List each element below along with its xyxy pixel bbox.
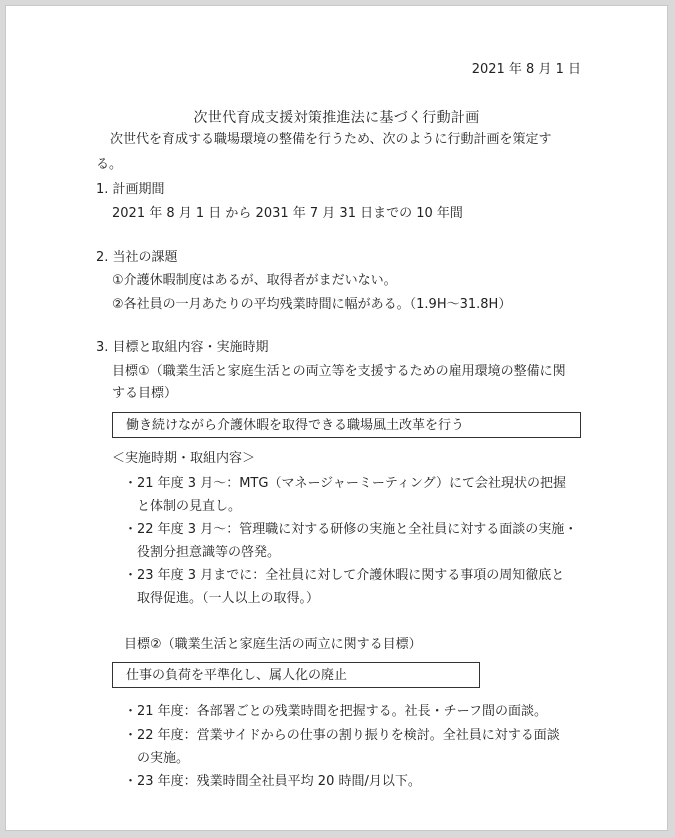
goal1-item: と体制の見直し。 — [137, 499, 242, 514]
section3-heading: 3. 目標と取組内容・実施時期 — [96, 340, 269, 355]
goal1-label: する目標） — [112, 386, 178, 401]
goal1-item: ・22 年度 3 月〜：管理職に対する研修の実施と全社員に対する面談の実施・ — [124, 522, 578, 537]
document-title: 次世代育成支援対策推進法に基づく行動計画 — [193, 110, 480, 126]
goal2-box: 仕事の負荷を平準化し、属人化の廃止 — [112, 662, 480, 688]
intro-line: る。 — [96, 157, 123, 172]
goal1-item: 取得促進。（一人以上の取得。） — [137, 591, 320, 606]
goal2-item: の実施。 — [137, 751, 190, 766]
goal2-item: ・22 年度：営業サイドからの仕事の割り振りを検討。全社員に対する面談 — [124, 728, 560, 743]
intro-line: 次世代を育成する職場環境の整備を行うため、次のように行動計画を策定す — [110, 132, 552, 147]
goal2-label: 目標②（職業生活と家庭生活の両立に関する目標） — [124, 637, 422, 652]
issue-item: ①介護休暇制度はあるが、取得者がまだいない。 — [112, 273, 397, 288]
goal2-item: ・23 年度：残業時間全社員平均 20 時間/月以下。 — [124, 774, 421, 789]
plan-period: 2021 年 8 月 1 日 から 2031 年 7 月 31 日までの 10 年間 — [112, 206, 463, 221]
document-date: 2021 年 8 月 1 日 — [471, 62, 581, 77]
goal1-box: 働き続けながら介護休暇を取得できる職場風土改革を行う — [112, 412, 581, 438]
goal1-item: 役割分担意識等の啓発。 — [137, 545, 281, 560]
section1-heading: 1. 計画期間 — [96, 182, 165, 197]
goal1-item: ・23 年度 3 月までに：全社員に対して介護休暇に関する事項の周知徹底と — [124, 568, 565, 583]
goal1-label: 目標①（職業生活と家庭生活との両立等を支援するための雇用環境の整備に関 — [112, 364, 566, 379]
issue-item: ②各社員の一月あたりの平均残業時間に幅がある。（1.9H〜31.8H） — [112, 297, 512, 312]
section2-heading: 2. 当社の課題 — [96, 250, 178, 265]
goal1-item: ・21 年度 3 月〜：MTG（マネージャーミーティング）にて会社現状の把握 — [124, 476, 567, 491]
goal2-item: ・21 年度：各部署ごとの残業時間を把握する。社長・チーフ間の面談。 — [124, 704, 548, 719]
document-page — [5, 5, 668, 831]
goal1-subheading: ＜実施時期・取組内容＞ — [112, 451, 256, 466]
